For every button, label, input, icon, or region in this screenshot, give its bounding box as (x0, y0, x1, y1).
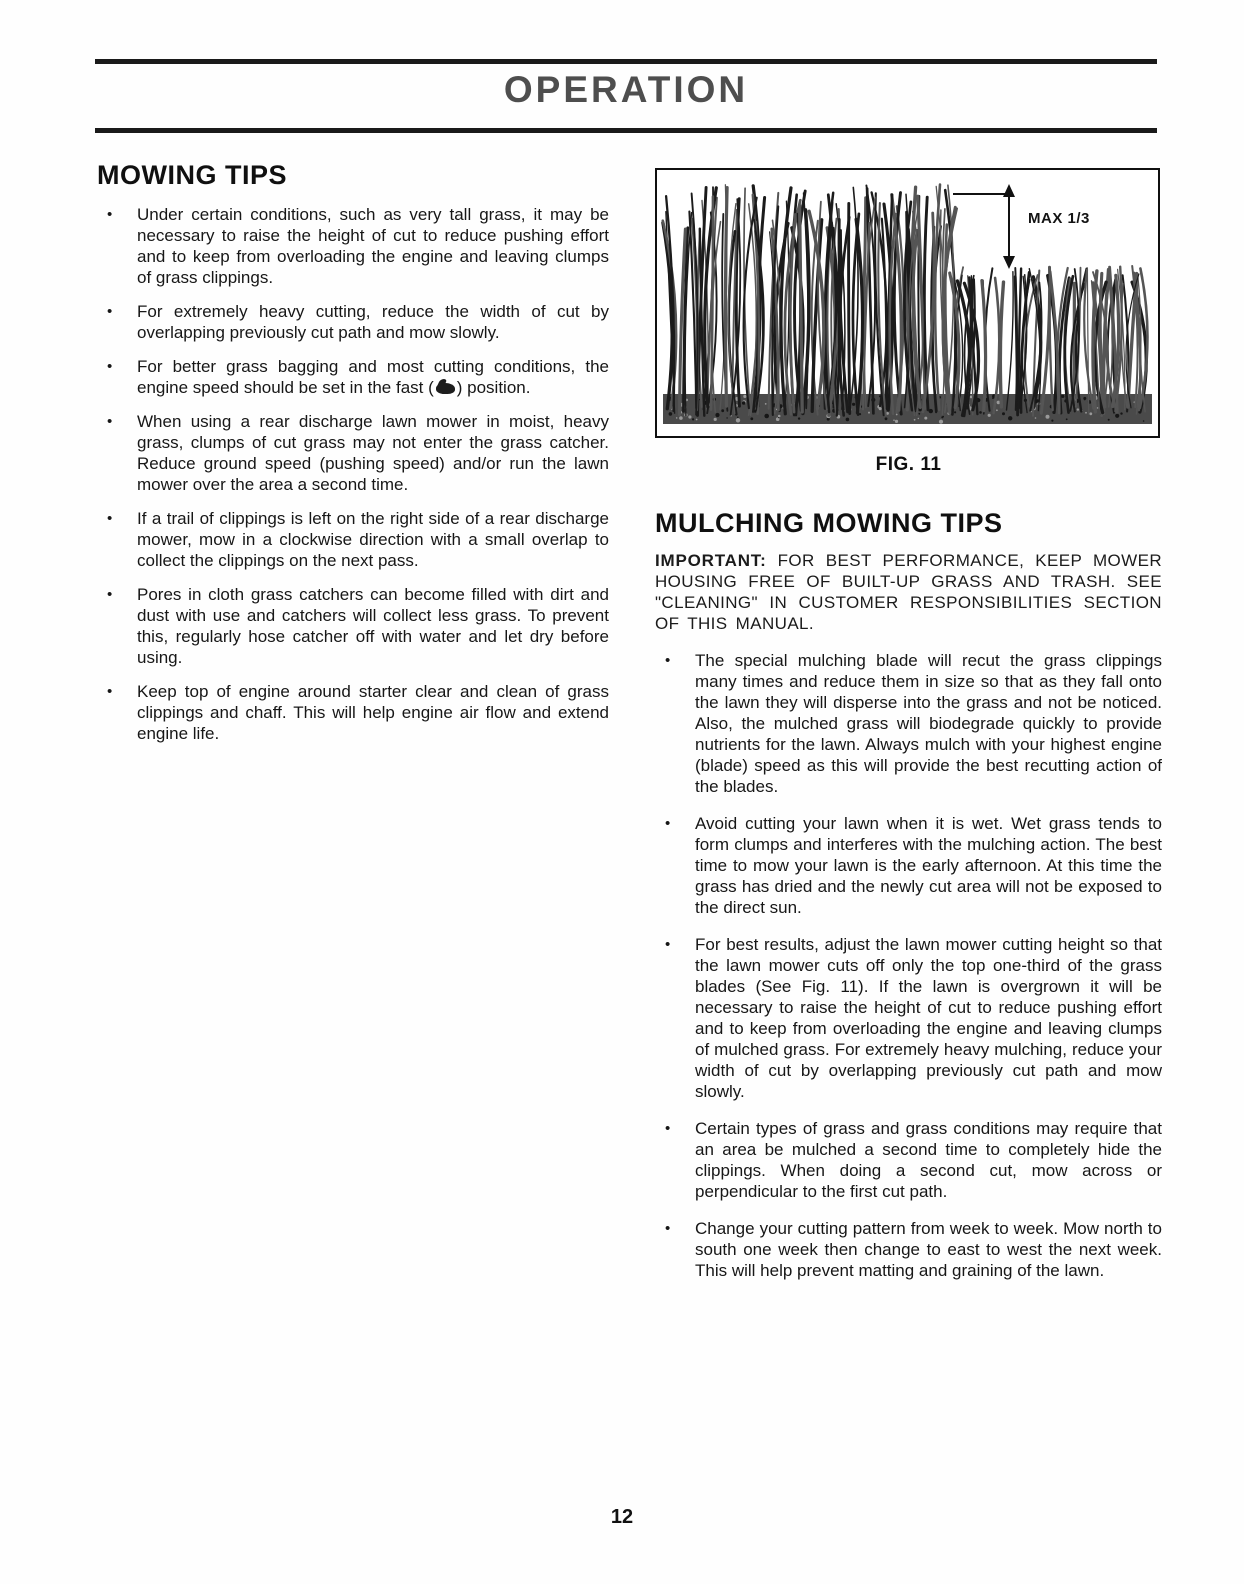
mulching-heading: MULCHING MOWING TIPS (655, 508, 1003, 538)
grass-illustration (655, 168, 1160, 438)
mulching-section (655, 168, 1162, 1297)
list-item (97, 584, 609, 668)
mowing-tips-list (97, 204, 609, 744)
bullet-text: Change your cutting pattern from week to week. Mow north to south one week then change to east to west the next week. This will help prevent matting and graining of the lawn. (695, 1219, 1162, 1280)
bullet-text: For best results, adjust the lawn mower cutting height so that the lawn mower cuts off only the top one-third of the grass blades (See Fig. 11). If the lawn is overgrown it will be necessary to raise the height of cut to reduce pushing effort and to keep from overloading the engine and leaving clumps of mulched grass. For extremely heavy mulching, reduce your width of cut by overlapping previously cut path and mow slowly. (695, 935, 1162, 1101)
max-cut-label: MAX 1/3 (1025, 210, 1093, 227)
bullet-text (137, 357, 609, 397)
header-rule-top (95, 59, 1157, 64)
figure-11 (655, 168, 1162, 476)
mowing-tips-heading: MOWING TIPS (97, 160, 287, 190)
list-item (655, 1218, 1162, 1281)
bullet-text: Avoid cutting your lawn when it is wet. Wet grass tends to form clumps and interferes with the mulching action. The best time to mow your lawn is the early afternoon. At this time the grass has dried and the newly cut area will not be exposed to the direct sun. (695, 814, 1162, 917)
list-item (97, 411, 609, 495)
bullet-marker: • (107, 206, 113, 223)
bullet-marker: • (107, 413, 113, 430)
bullet-marker: • (665, 652, 671, 669)
list-item (655, 650, 1162, 797)
list-item (655, 813, 1162, 918)
bullet-text: For extremely heavy cutting, reduce the width of cut by overlapping previously cut path and mow slowly. (137, 302, 609, 342)
important-text: FOR BEST PERFORMANCE, KEEP MOWER HOUSING FREE OF BUILT-UP GRASS AND TRASH. SEE "CLEANING" IN CUSTOMER RESPONSIBILITIES SECTION OF THIS MANUAL. (655, 551, 1163, 633)
header-rule-bottom (95, 128, 1157, 133)
page-number: 12 (610, 1506, 634, 1528)
list-item (97, 681, 609, 744)
bullet-text: If a trail of clippings is left on the right side of a rear discharge mower, mow in a clockwise direction with a small overlap to collect the clippings on the next pass. (137, 509, 609, 570)
figure-caption: FIG. 11 (875, 454, 942, 475)
bullet-text-after-icon: ) position. (456, 378, 531, 397)
page-title: OPERATION (503, 69, 749, 110)
bullet-marker: • (665, 936, 671, 953)
fast-speed-rabbit-icon (436, 383, 455, 394)
bullet-marker: • (665, 1120, 671, 1137)
bullet-text-before-icon: For better grass bagging and most cutting conditions, the engine speed should be set in the fast ( (137, 357, 609, 397)
list-item (97, 301, 609, 343)
bullet-marker: • (107, 683, 113, 700)
bullet-marker: • (107, 510, 113, 527)
mulching-tips-list (655, 650, 1162, 1281)
bullet-marker: • (107, 303, 113, 320)
list-item (655, 934, 1162, 1102)
max-cut-arrow (953, 184, 1015, 269)
bullet-text: When using a rear discharge lawn mower in moist, heavy grass, clumps of cut grass may not enter the grass catcher. Reduce ground speed (pushing speed) and/or run the lawn mower over the area a second time. (137, 412, 609, 494)
bullet-text: Certain types of grass and grass conditions may require that an area be mulched a second time to completely hide the clippings. When doing a second cut, mow across or perpendicular to the first cut path. (695, 1119, 1162, 1201)
bullet-text: Pores in cloth grass catchers can become filled with dirt and dust with use and catchers will collect less grass. To prevent this, regularly hose catcher off with water and let dry before using. (137, 585, 609, 667)
bullet-text: Keep top of engine around starter clear and clean of grass clippings and chaff. This will help engine air flow and extend engine life. (137, 682, 609, 743)
mowing-tips-section (97, 160, 609, 757)
bullet-text: The special mulching blade will recut the grass clippings many times and reduce them in size so that as they fall onto the lawn they will disperse into the grass and not be noticed. Also, the mulched grass will biodegrade quickly to provide nutrients for the lawn. Always mulch with your highest engine (blade) speed as this will provide the best recutting action of the blades. (695, 651, 1162, 796)
important-label: IMPORTANT: (655, 551, 767, 570)
bullet-marker: • (107, 358, 113, 375)
list-item (97, 356, 609, 398)
list-item (97, 204, 609, 288)
bullet-marker: • (107, 586, 113, 603)
list-item (655, 1118, 1162, 1202)
bullet-text: Under certain conditions, such as very tall grass, it may be necessary to raise the height of cut to reduce pushing effort and to keep from overloading the engine and leaving clumps of grass clippings. (137, 205, 609, 287)
bullet-marker: • (665, 815, 671, 832)
bullet-marker: • (665, 1220, 671, 1237)
important-note (655, 550, 1162, 634)
list-item (97, 508, 609, 571)
